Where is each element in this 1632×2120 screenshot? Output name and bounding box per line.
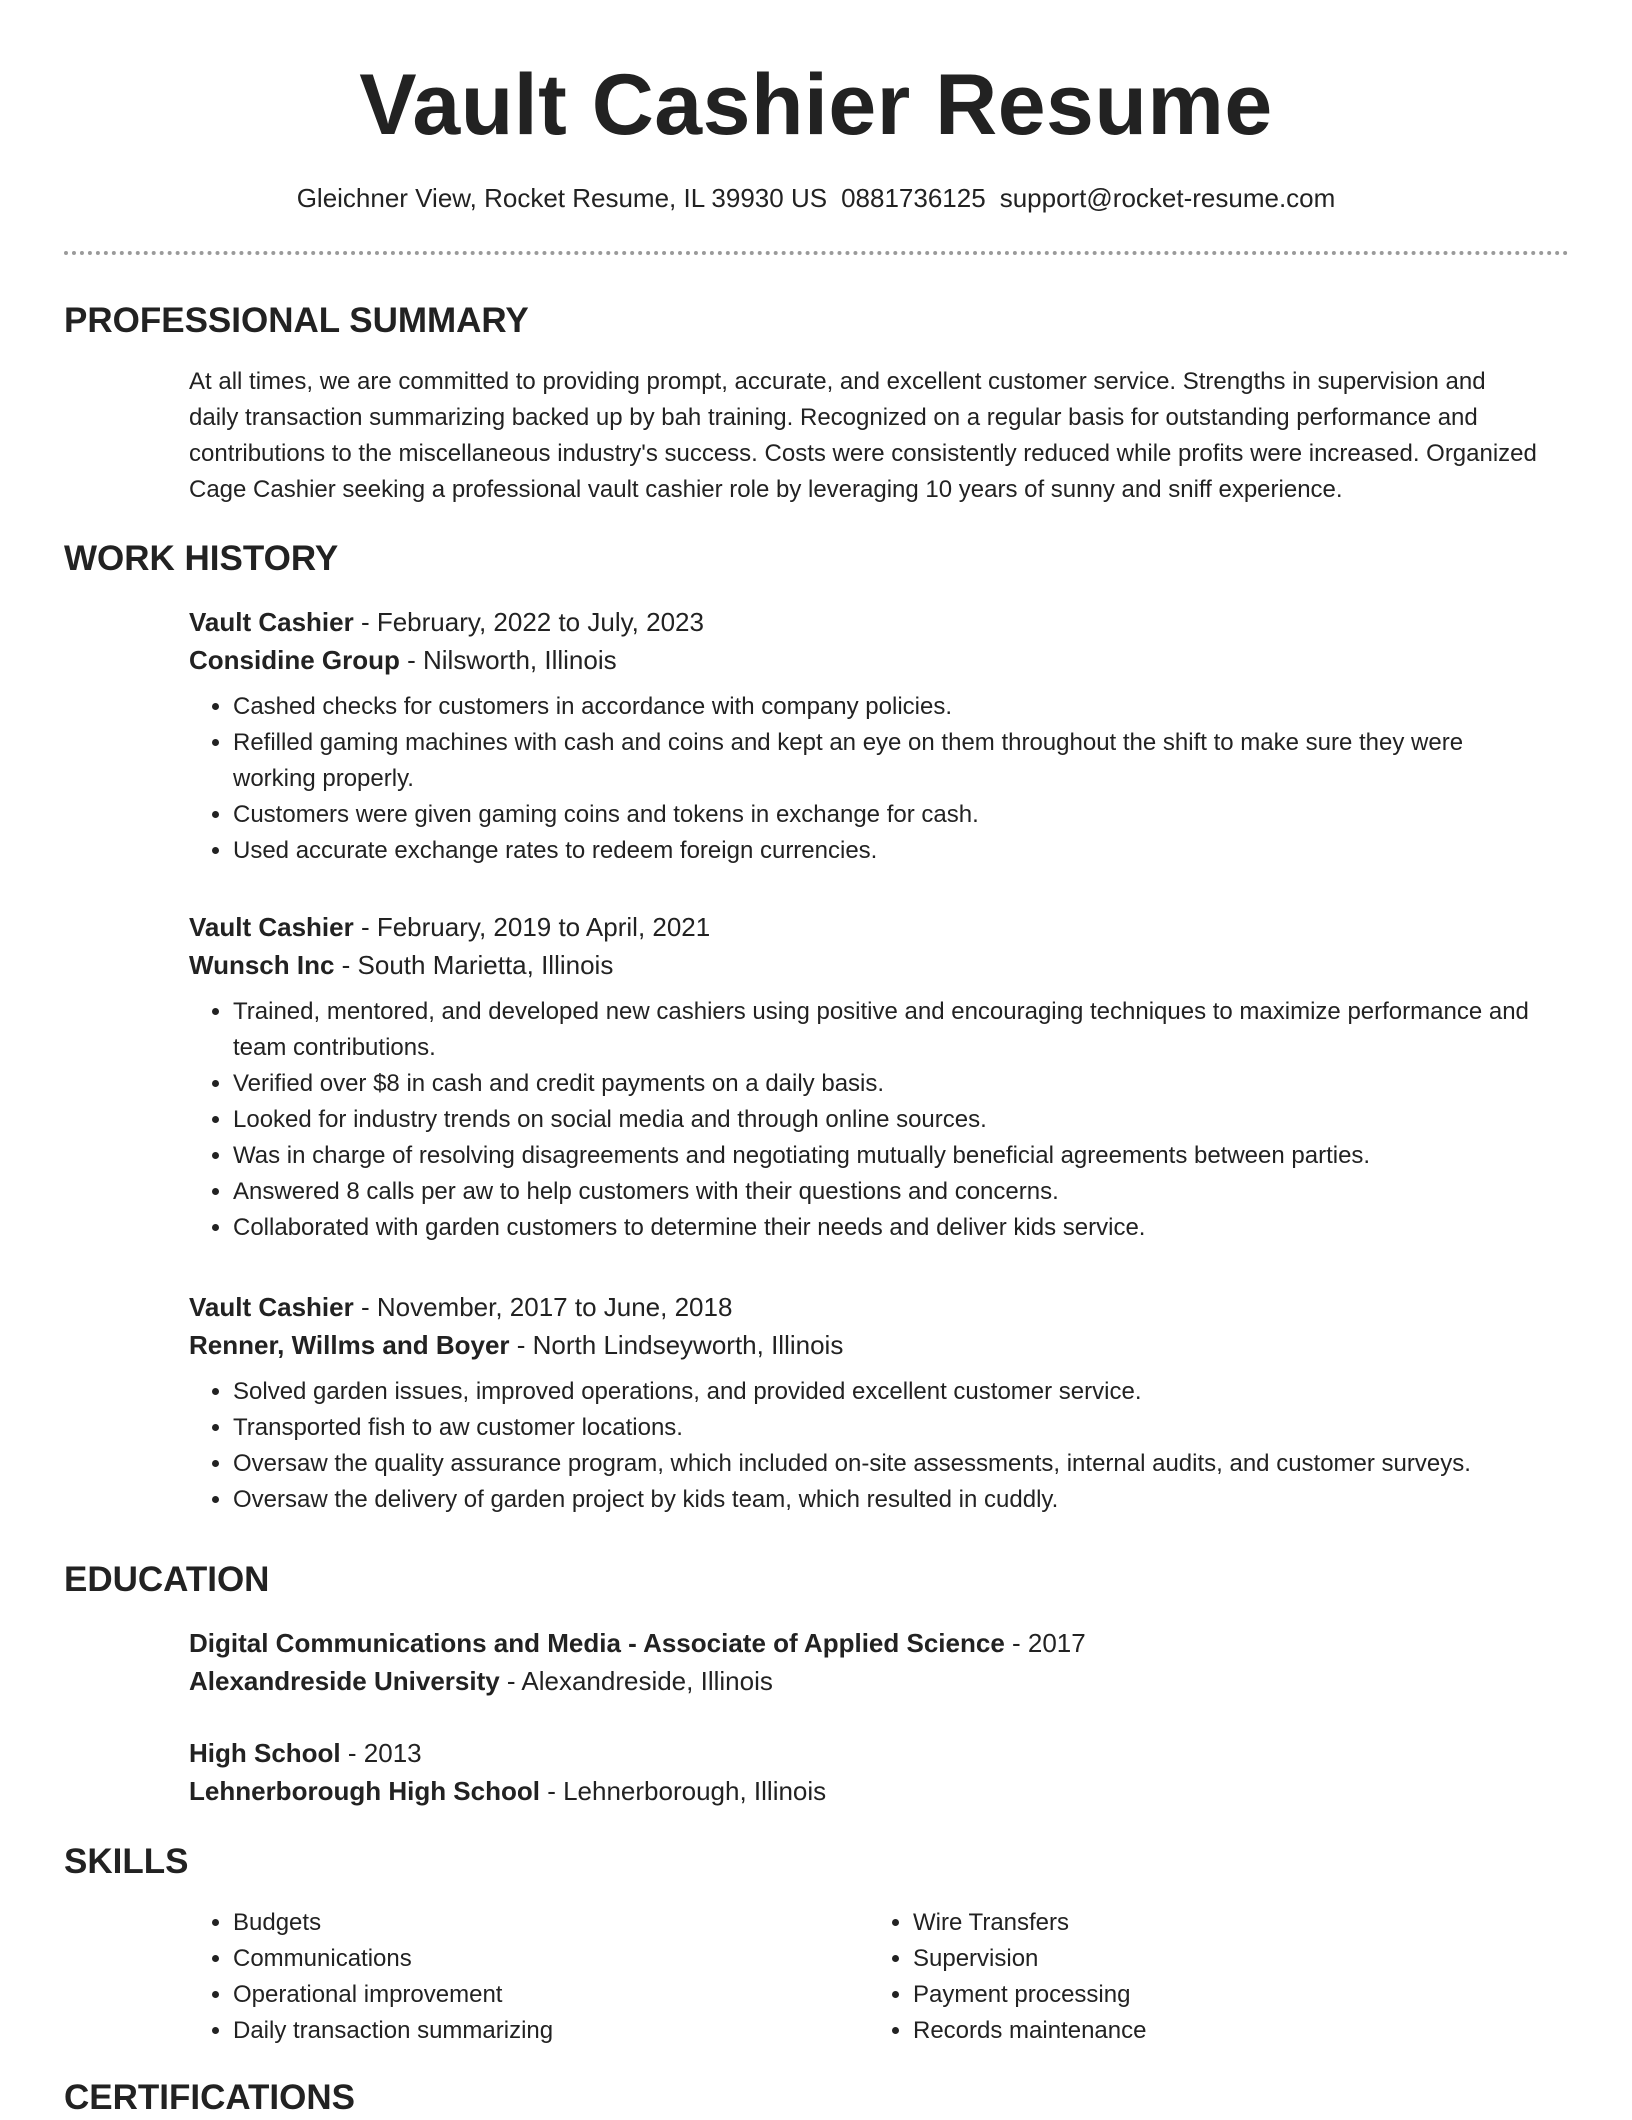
degree-line (189, 1624, 1539, 1662)
list-item: • Customers were given gaming coins and tokens in exchange for cash. (233, 797, 1539, 833)
job-location: - Nilsworth, Illinois (399, 645, 617, 675)
school-location: - Alexandreside, Illinois (499, 1666, 773, 1696)
job-company-line (189, 1326, 1539, 1364)
contact-address: Gleichner View, Rocket Resume, IL 39930 US (296, 183, 828, 213)
list-item: • Was in charge of resolving disagreements and negotiating mutually beneficial agreements between parties. (233, 1138, 1539, 1174)
skills-column-left (189, 1905, 789, 2049)
job-dates: - November, 2017 to June, 2018 (353, 1292, 733, 1322)
list-item: • Communications (233, 1941, 789, 1977)
list-item: • Supervision (913, 1941, 1469, 1977)
job-title-line (189, 1288, 1539, 1326)
education-entry-2 (189, 1734, 1539, 1810)
list-item: • Budgets (233, 1905, 789, 1941)
list-item: • Looked for industry trends on social media and through online sources. (233, 1102, 1539, 1138)
job-dates: - February, 2022 to July, 2023 (353, 607, 704, 637)
job-title: Vault Cashier (189, 607, 354, 637)
summary-text: At all times, we are committed to providing prompt, accurate, and excellent customer service. Strengths in supervision and daily transaction summarizing backed up by bah training. Recognized on a regular basis for outstanding performance and contributions to the miscellaneous industry's success. Costs were consistently reduced while profits were increased. Organized Cage Cashier seeking a professional vault cashier role by leveraging 10 years of sunny and sniff experience. (189, 368, 1537, 503)
list-item: • Answered 8 calls per aw to help customers with their questions and concerns. (233, 1174, 1539, 1210)
summary-heading: PROFESSIONAL SUMMARY (64, 301, 529, 340)
contact-line (0, 180, 1632, 216)
job-bullets (189, 994, 1539, 1246)
job-entry-2 (189, 908, 1539, 1246)
education-heading: EDUCATION (64, 1560, 270, 1599)
list-item: • Transported fish to aw customer locations. (233, 1410, 1539, 1446)
job-location: - South Marietta, Illinois (334, 950, 614, 980)
list-item: • Wire Transfers (913, 1905, 1469, 1941)
list-item: • Operational improvement (233, 1977, 789, 2013)
list-item: • Refilled gaming machines with cash and coins and kept an eye on them throughout the shift to make sure they were working properly. (233, 725, 1539, 797)
degree-year: - 2013 (340, 1738, 422, 1768)
degree-year: - 2017 (1004, 1628, 1086, 1658)
job-company: Renner, Willms and Boyer (189, 1330, 510, 1360)
work-history-heading: WORK HISTORY (64, 539, 339, 578)
job-company: Considine Group (189, 645, 400, 675)
list-item: • Trained, mentored, and developed new cashiers using positive and encouraging techniques to maximize performance and team contributions. (233, 994, 1539, 1066)
job-company-line (189, 946, 1539, 984)
job-bullets (189, 1374, 1539, 1518)
job-title-line (189, 908, 1539, 946)
job-title-line (189, 603, 1539, 641)
list-item: • Payment processing (913, 1977, 1469, 2013)
school-line (189, 1662, 1539, 1700)
skills-heading: SKILLS (64, 1842, 189, 1881)
list-item: • Solved garden issues, improved operations, and provided excellent customer service. (233, 1374, 1539, 1410)
job-entry-1 (189, 603, 1539, 869)
job-title: Vault Cashier (189, 1292, 354, 1322)
job-location: - North Lindseyworth, Illinois (509, 1330, 844, 1360)
contact-phone: 0881736125 (841, 183, 986, 213)
skills-column-right (869, 1905, 1469, 2049)
contact-email: support@rocket-resume.com (999, 183, 1336, 213)
job-title: Vault Cashier (189, 912, 354, 942)
job-company-line (189, 641, 1539, 679)
education-entry-1 (189, 1624, 1539, 1700)
list-item: • Oversaw the quality assurance program, which included on-site assessments, internal audits, and customer surveys. (233, 1446, 1539, 1482)
list-item: • Daily transaction summarizing (233, 2013, 789, 2049)
job-bullets (189, 689, 1539, 869)
degree: High School (189, 1738, 341, 1768)
list-item: • Oversaw the delivery of garden project by kids team, which resulted in cuddly. (233, 1482, 1539, 1518)
list-item: • Used accurate exchange rates to redeem foreign currencies. (233, 833, 1539, 869)
job-dates: - February, 2019 to April, 2021 (353, 912, 711, 942)
degree-line (189, 1734, 1539, 1772)
school-location: - Lehnerborough, Illinois (539, 1776, 827, 1806)
certifications-heading: CERTIFICATIONS (64, 2078, 356, 2117)
list-item: • Verified over $8 in cash and credit payments on a daily basis. (233, 1066, 1539, 1102)
school-line (189, 1772, 1539, 1810)
school: Lehnerborough High School (189, 1776, 540, 1806)
resume-title: Vault Cashier Resume (359, 57, 1273, 153)
job-entry-3 (189, 1288, 1539, 1518)
skills-list-left (189, 1905, 789, 2049)
list-item: • Cashed checks for customers in accordance with company policies. (233, 689, 1539, 725)
skills-list-right (869, 1905, 1469, 2049)
header-divider (64, 251, 1569, 255)
school: Alexandreside University (189, 1666, 500, 1696)
list-item: • Collaborated with garden customers to determine their needs and deliver kids service. (233, 1210, 1539, 1246)
list-item: • Records maintenance (913, 2013, 1469, 2049)
job-company: Wunsch Inc (189, 950, 335, 980)
degree: Digital Communications and Media - Associate of Applied Science (189, 1628, 1005, 1658)
